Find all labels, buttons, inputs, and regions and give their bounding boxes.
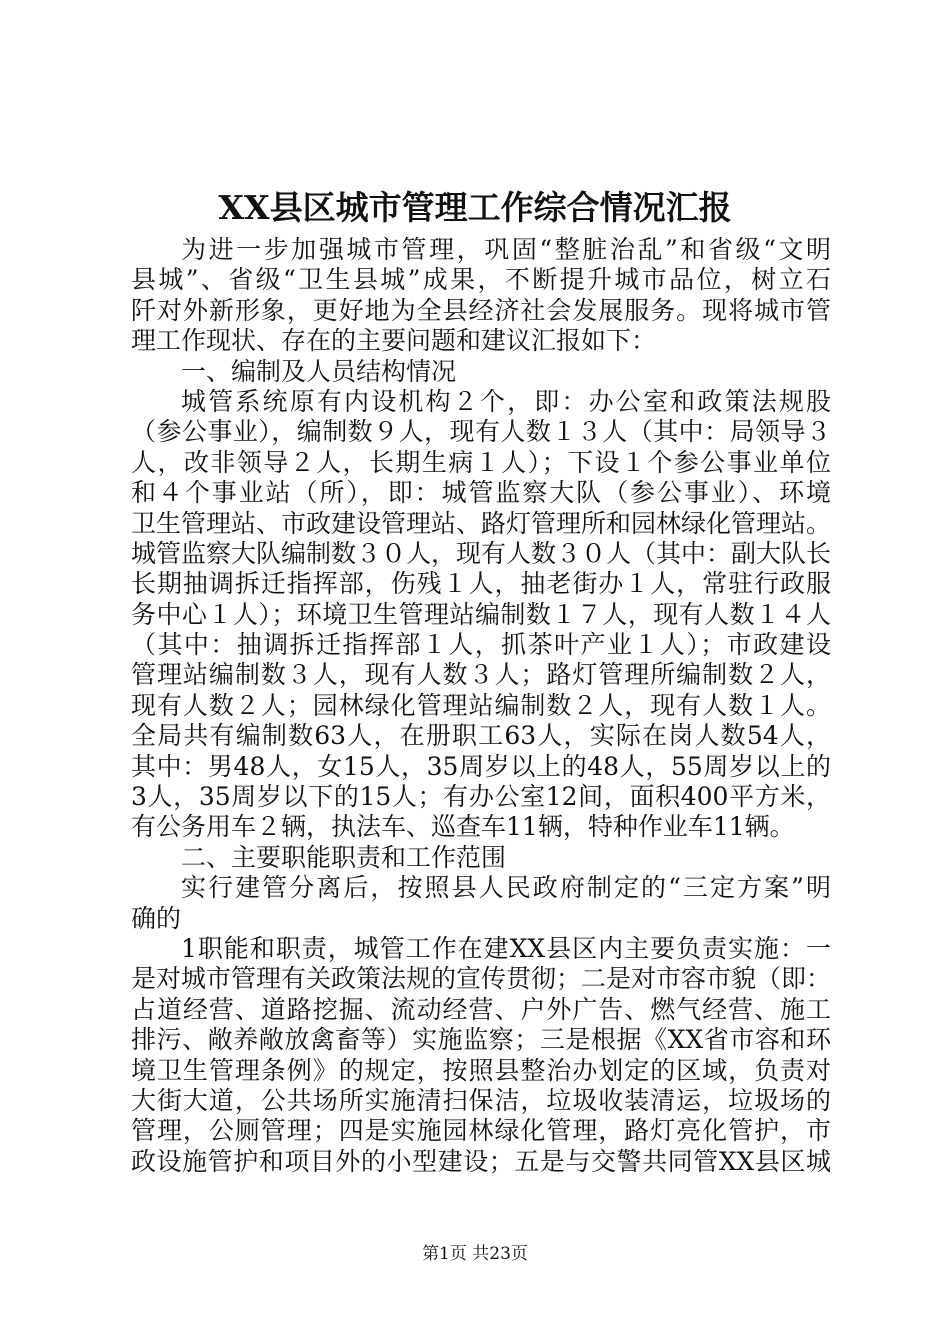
text-line: 全局共有编制数63人，在册职工63人，实际在岗人数54人， [131, 721, 831, 751]
text-line: 管理站编制数３人，现有人数３人；路灯管理所编制数２人， [131, 660, 831, 690]
text-line: 其中：男48人，女15人，35周岁以上的48人，55周岁以上的 [131, 751, 831, 781]
text-line: 理工作现状、存在的主要问题和建议汇报如下： [131, 326, 657, 356]
text-line: 1职能和职责，城管工作在建XX县区内主要负责实施：一 [181, 933, 831, 963]
page-footer: 第1页 共23页 [422, 1244, 528, 1264]
text-line: 和４个事业站（所），即：城管监察大队（参公事业）、环境 [131, 478, 831, 508]
text-line: 一、编制及人员结构情况 [181, 356, 457, 386]
text-line: 有公务用车２辆，执法车、巡查车11辆，特种作业车11辆。 [131, 812, 795, 842]
text-line: 3人，35周岁以下的15人；有办公室12间，面积400平方米， [131, 782, 831, 812]
text-line: 为进一步加强城市管理，巩固“整脏治乱”和省级“文明 [181, 235, 831, 264]
text-line: 城管系统原有内设机构２个，即：办公室和政策法规股 [181, 386, 831, 416]
text-line: 政设施管护和项目外的小型建设；五是与交警共同管XX县区城 [131, 1146, 831, 1176]
document-title: XX县区城市管理工作综合情况汇报 [218, 188, 732, 227]
text-line: （其中：抽调拆迁指挥部１人，抓茶叶产业１人）；市政建设 [131, 630, 831, 660]
text-line: 管理，公厕管理；四是实施园林绿化管理，路灯亮化管护，市 [131, 1116, 831, 1146]
text-line: 排污、敞养敞放禽畜等）实施监察；三是根据《XX省市容和环 [131, 1025, 831, 1055]
text-line: 长期抽调拆迁指挥部，伤残１人，抽老街办１人，常驻行政服 [131, 569, 831, 599]
text-line: 二、主要职能职责和工作范围 [181, 842, 507, 872]
text-line: 大街大道，公共场所实施清扫保洁，垃圾收装清运，垃圾场的 [131, 1085, 831, 1115]
text-line: 现有人数２人；园林绿化管理站编制数２人，现有人数１人。 [131, 690, 831, 720]
text-line: 城管监察大队编制数３０人，现有人数３０人（其中：副大队长 [131, 538, 831, 568]
text-line: （参公事业），编制数９人，现有人数１３人（其中：局领导３ [131, 417, 831, 447]
text-line: 占道经营、道路挖掘、流动经营、户外广告、燃气经营、施工 [131, 994, 831, 1024]
text-line: 是对城市管理有关政策法规的宣传贯彻；二是对市容市貌（即： [131, 964, 831, 994]
text-line: 卫生管理站、市政建设管理站、路灯管理所和园林绿化管理站。 [131, 508, 831, 538]
document-body [131, 235, 831, 1177]
text-line: 务中心１人）；环境卫生管理站编制数１７人，现有人数１４人 [131, 599, 831, 629]
text-line: 县城”、省级“卫生县城”成果，不断提升城市品位，树立石 [131, 265, 831, 295]
text-line: 确的 [131, 903, 182, 933]
text-line: 阡对外新形象，更好地为全县经济社会发展服务。现将城市管 [131, 295, 831, 325]
text-line: 人，改非领导２人，长期生病１人）；下设１个参公事业单位 [131, 447, 831, 477]
text-line: 境卫生管理条例》的规定，按照县整治办划定的区域，负责对 [131, 1055, 831, 1085]
text-line: 实行建管分离后，按照县人民政府制定的“三定方案”明 [181, 873, 831, 903]
